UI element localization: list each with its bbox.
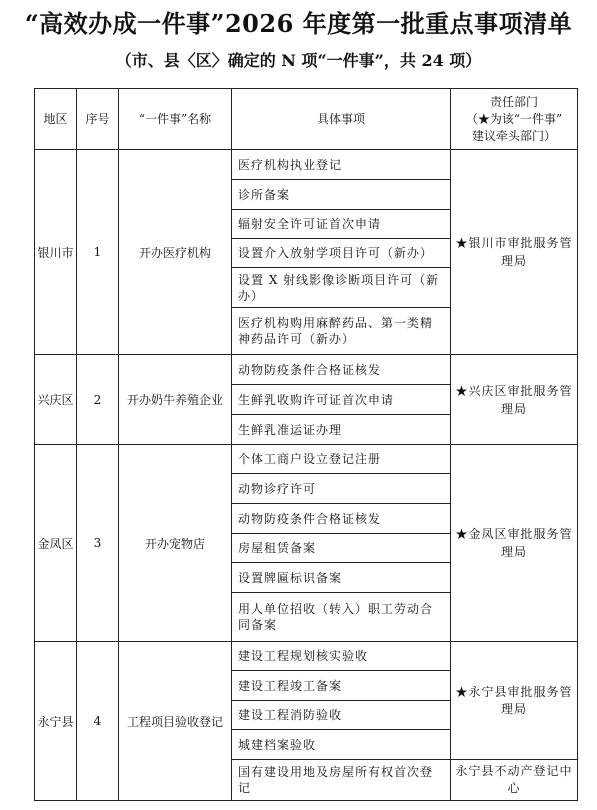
number-cell: 3 [77, 445, 119, 642]
matters-table [34, 88, 578, 801]
table-row [35, 642, 578, 801]
matter-item: 建设工程消防验收 [232, 701, 450, 730]
table-row [35, 150, 578, 355]
number-cell: 2 [77, 355, 119, 445]
matters-cell [232, 445, 451, 642]
table-header-row [35, 89, 578, 150]
document-subtitle: （市、县〈区〉确定的 N 项“一件事”，共 24 项） [115, 51, 482, 70]
dept-cell: ★金凤区审批服务管理局 [451, 445, 578, 642]
dept-cell: ★银川市审批服务管理局 [451, 150, 578, 355]
dept-cell: 永宁县不动产登记中心 [455, 764, 573, 795]
matter-item: 用人单位招收（转入）职工劳动合同备案 [238, 602, 434, 632]
name-cell: 工程项目验收登记 [119, 642, 232, 801]
table-row [35, 445, 578, 642]
name-cell: 开办医疗机构 [119, 150, 232, 355]
matter-item: 诊所备案 [232, 180, 450, 210]
header-dept-line2: （★为该“一件事” [465, 111, 563, 126]
matters-cell [232, 355, 451, 445]
matter-item: 城建档案验收 [232, 730, 450, 760]
matter-item: 建设工程规划核实验收 [232, 642, 450, 671]
matter-item: 辐射安全许可证首次申请 [232, 210, 450, 239]
matter-item: 生鲜乳收购许可证首次申请 [232, 385, 450, 415]
dept-split-cell [451, 642, 578, 801]
region-cell: 银川市 [35, 150, 77, 355]
matter-item: 生鲜乳准运证办理 [238, 422, 343, 437]
header-dept-line1: 责任部门 [489, 94, 538, 109]
matter-item: 设置 X 射线影像诊断项目许可（新办） [232, 268, 450, 308]
header-dept-line3: 建议牵头部门） [471, 128, 556, 143]
header-dept [451, 89, 578, 150]
header-matters: 具体事项 [232, 89, 451, 150]
number-cell: 1 [77, 150, 119, 355]
region-cell: 永宁县 [35, 642, 77, 801]
matter-item: 个体工商户设立登记注册 [232, 445, 450, 474]
matter-item: 动物防疫条件合格证核发 [232, 504, 450, 534]
table-row [35, 355, 578, 445]
header-number: 序号 [77, 89, 119, 150]
name-cell: 开办奶牛养殖企业 [119, 355, 232, 445]
region-cell: 金凤区 [35, 445, 77, 642]
matter-item: 医疗机构购用麻醉药品、第一类精神药品许可（新办） [238, 316, 434, 346]
matter-item: 动物防疫条件合格证核发 [232, 355, 450, 385]
matter-item: 医疗机构执业登记 [232, 150, 450, 180]
matter-item: 设置介入放射学项目许可（新办） [232, 239, 450, 268]
matter-item: 建设工程竣工备案 [232, 671, 450, 701]
region-cell: 兴庆区 [35, 355, 77, 445]
matters-cell [232, 150, 451, 355]
matter-item: 动物诊疗许可 [232, 474, 450, 504]
matter-item: 国有建设用地及房屋所有权首次登记 [238, 765, 434, 795]
dept-cell: ★兴庆区审批服务管理局 [451, 355, 578, 445]
number-cell: 4 [77, 642, 119, 801]
dept-cell: ★永宁县审批服务管理局 [451, 642, 577, 760]
header-region: 地区 [35, 89, 77, 150]
document-title: “高效办成一件事”2026 年度第一批重点事项清单 [24, 9, 573, 38]
name-cell: 开办宠物店 [119, 445, 232, 642]
matters-cell [232, 642, 451, 801]
header-name: “一件事”名称 [119, 89, 232, 150]
matter-item: 设置牌匾标识备案 [232, 563, 450, 593]
matter-item: 房屋租赁备案 [232, 534, 450, 563]
